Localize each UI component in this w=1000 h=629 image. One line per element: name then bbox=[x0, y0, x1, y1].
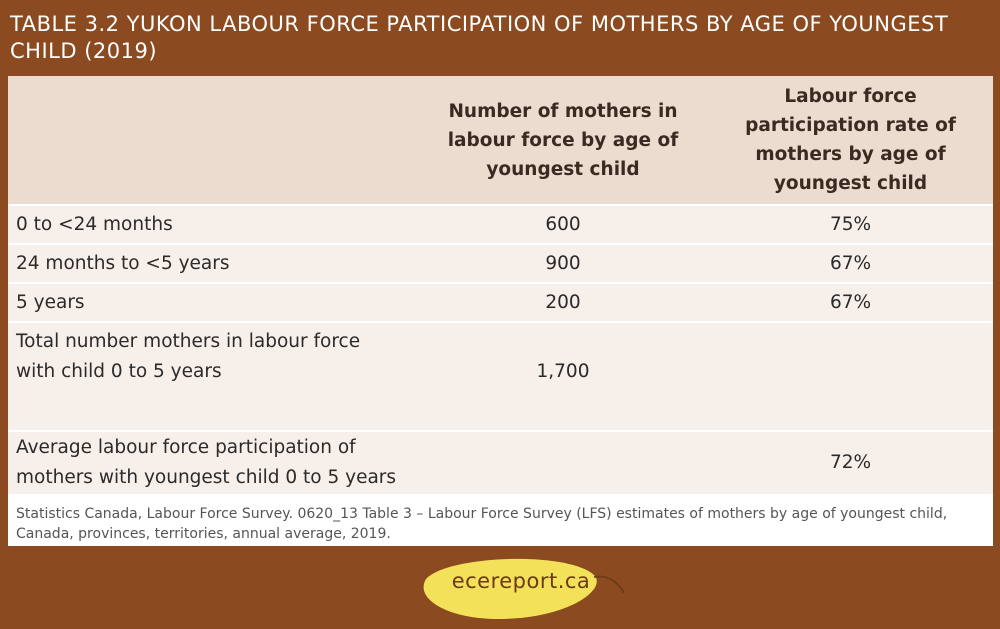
column-header-rate bbox=[708, 76, 993, 205]
row-number: 200 bbox=[418, 283, 708, 322]
row-number: 900 bbox=[418, 244, 708, 283]
row-rate: 75% bbox=[708, 205, 993, 244]
row-rate: 67% bbox=[708, 283, 993, 322]
row-number bbox=[418, 431, 708, 495]
row-rate bbox=[708, 322, 993, 431]
table-row bbox=[8, 283, 993, 322]
column-header-number bbox=[418, 76, 708, 205]
row-label-cell bbox=[8, 322, 418, 431]
table-row bbox=[8, 322, 993, 431]
ecereport-logo[interactable] bbox=[418, 553, 638, 625]
logo-text: ecereport.ca bbox=[451, 569, 591, 593]
row-label: 0 to <24 months bbox=[8, 205, 418, 244]
column-header-number-text: Number of mothers in labour force by age of youngest child bbox=[447, 100, 679, 180]
data-table-card bbox=[8, 76, 993, 546]
row-number: 600 bbox=[418, 205, 708, 244]
row-label: Total number mothers in labour force with child 0 to 5 years bbox=[16, 331, 361, 382]
participation-table bbox=[8, 76, 993, 496]
source-note: Statistics Canada, Labour Force Survey. 0620_13 Table 3 – Labour Force Survey (LFS) estimates of mothers by age of youngest child, Canada, provinces, territories, annual average, 2019. bbox=[16, 506, 948, 542]
table-row bbox=[8, 244, 993, 283]
column-header-category bbox=[8, 76, 418, 205]
table-row bbox=[8, 205, 993, 244]
row-label-cell bbox=[8, 431, 418, 495]
table-header-row bbox=[8, 76, 993, 205]
column-header-rate-text: Labour force participation rate of mothers by age of youngest child bbox=[745, 86, 956, 194]
row-label: Average labour force participation of mothers with youngest child 0 to 5 years bbox=[16, 437, 397, 488]
table-row bbox=[8, 431, 993, 495]
table-title: TABLE 3.2 YUKON LABOUR FORCE PARTICIPATION OF MOTHERS BY AGE OF YOUNGEST CHILD (2019) bbox=[10, 12, 949, 63]
row-number: 1,700 bbox=[418, 322, 708, 431]
row-rate: 67% bbox=[708, 244, 993, 283]
row-rate: 72% bbox=[708, 431, 993, 495]
row-label: 5 years bbox=[8, 283, 418, 322]
row-label: 24 months to <5 years bbox=[8, 244, 418, 283]
